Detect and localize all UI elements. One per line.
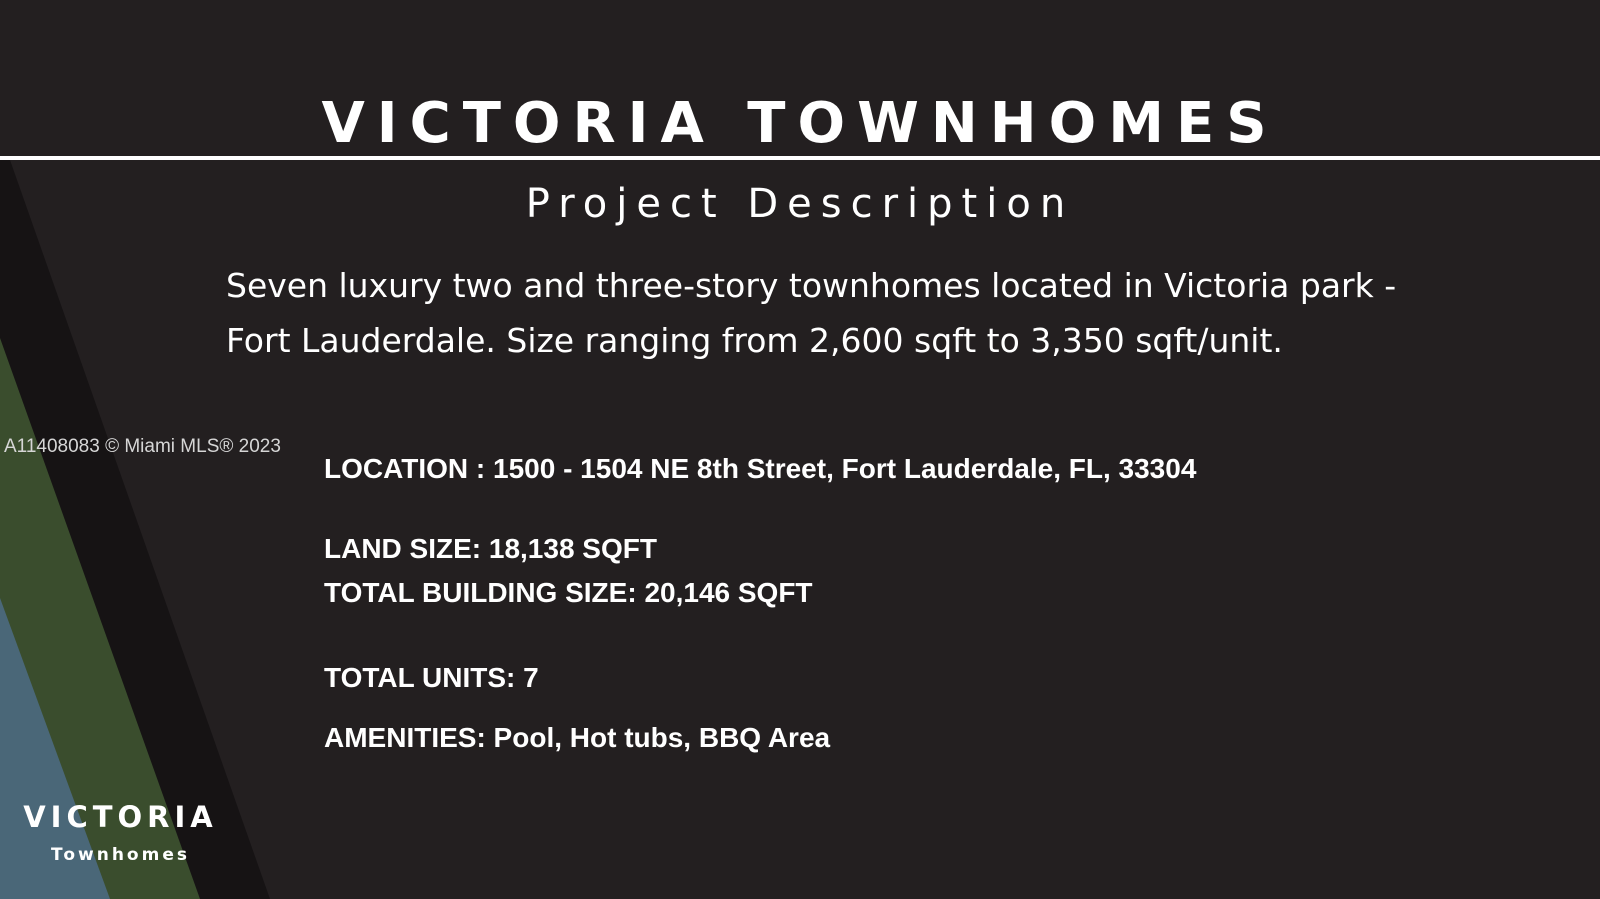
logo-name: VICTORIA xyxy=(23,800,218,834)
page-subtitle: Project Description xyxy=(525,181,1075,227)
building-size-text: TOTAL BUILDING SIZE: 20,146 SQFT xyxy=(324,577,813,608)
land-size-text: LAND SIZE: 18,138 SQFT xyxy=(324,533,657,564)
project-description xyxy=(226,258,1526,368)
description-line-1: Seven luxury two and three-story townhomes located in Victoria park - xyxy=(226,266,1397,305)
total-units-text: TOTAL UNITS: 7 xyxy=(324,662,539,693)
description-line-2: Fort Lauderdale. Size ranging from 2,600 sqft to 3,350 sqft/unit. xyxy=(226,321,1283,360)
location-text: LOCATION : 1500 - 1504 NE 8th Street, Fort Lauderdale, FL, 33304 xyxy=(324,453,1197,484)
page-title: VICTORIA TOWNHOMES xyxy=(321,91,1279,156)
amenities-text: AMENITIES: Pool, Hot tubs, BBQ Area xyxy=(324,722,831,753)
mls-watermark: A11408083 © Miami MLS® 2023 xyxy=(4,436,281,457)
logo-tagline: Townhomes xyxy=(51,845,190,865)
title-divider xyxy=(0,156,1600,160)
